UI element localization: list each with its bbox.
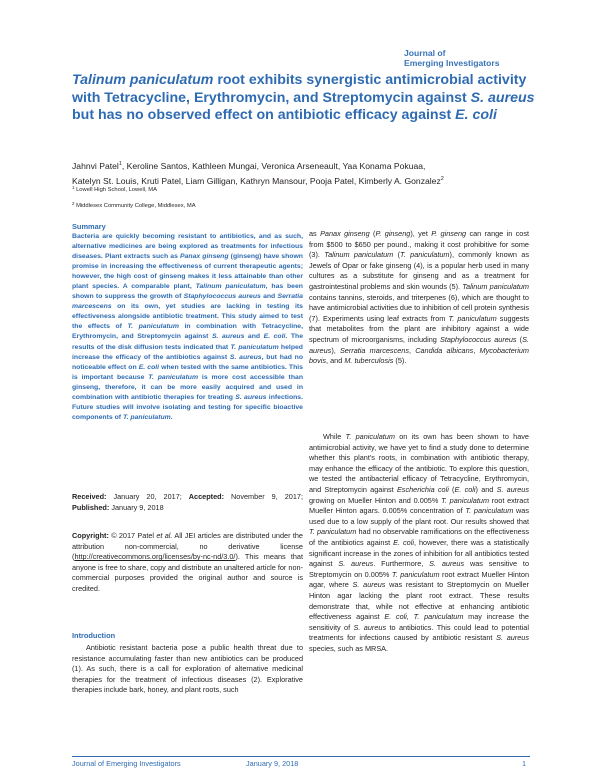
author-list — [72, 159, 542, 188]
introduction-text: Antibiotic resistant bacteria pose a public health threat due to resistance accumulating faster than new antibiotics can be produced (1). As such, there is a call for exploration of alternative medicinal therapies for the treatment of infectious diseases (2). Explorative therapies include bark, honey, and plant roots, such — [72, 643, 303, 695]
affiliation-2 — [72, 202, 196, 210]
affiliation-2-number: 2 — [72, 201, 75, 206]
published-label: Published: — [72, 502, 110, 512]
summary-text: Bacteria are quickly becoming resistant to antibiotics, and as such, alternative medicines are being explored as treatments for infectious diseases. Plant extracts such as Panax ginseng (ginseng) have shown promise in increasing the effectiveness of current therapeutic agents; however, the high cost of ginseng makes it less attainable than other plant species. A comparable plant, Talinum paniculatum, has been shown to suppress the growth of Staphylococcus aureus and Serratia marcescens on its own, yet studies are lacking in testing its effectiveness alongside antibiotic treatment. This study aimed to test the effects of T. paniculatum in combination with Tetracycline, Erythromycin, and Streptomycin against S. aureus and E. coli. The results of the disk diffusion tests indicated that T. paniculatum helped increase the efficacy of the antibiotics against S. aureus, but had no noticeable effect on E. coli when tested with the same antibiotics. This is important because T. paniculatum is more cost accessible than ginseng, therefore, it can be more easily acquired and used in combination with antibiotic therapies for treating S. aureus infections. Future studies will involve isolating and testing for specific bioactive components of T. paniculatum. — [72, 233, 304, 421]
author-first: Jahnvi Patel — [72, 161, 119, 171]
author-line-1 — [72, 159, 542, 174]
copyright-label: Copyright: — [72, 531, 109, 540]
footer-divider — [72, 756, 530, 757]
footer-journal-name: Journal of Emerging Investigators — [72, 759, 181, 768]
body-paragraph-1: as Panax ginseng (P. ginseng), yet P. ginseng can range in cost from $500 to $650 per pound., making it cost prohibitive for some (3). Talinum paniculatum (T. paniculatum), commonly known as Jewels of Opar or fake ginseng (4), is a popular herb used in many cultures as a substitute for ginseng and as a treatment for gastrointestinal problems and skin wounds (5). Talinum paniculatum contains tannins, steroids, and triterpenes (6), which are thought to have antimicrobial activities due to inhibition of cell protein synthesis (7). Experiments using leaf extracts from T. paniculatum suggests that metabolites from the plant are inhibitory against a wide spectrum of microorganisms, including Staphylococcus aureus (S. aureus), Serratia marcescens, Candida albicans, Mycobacterium bovis, and M. tuberculosis (5). — [309, 229, 530, 366]
title-text-2: but has no observed effect on antibiotic efficacy against — [72, 107, 456, 124]
article-title — [72, 72, 542, 125]
affiliation-1-number: 1 — [72, 185, 75, 190]
affiliation-1-text: Lowell High School, Lowell, MA — [74, 187, 157, 193]
title-italic-2: S. aureus — [470, 89, 535, 106]
accepted-label: Accepted: — [188, 492, 225, 501]
summary-heading: Summary — [72, 222, 106, 231]
author-sup-2: 2 — [440, 175, 444, 182]
author-sup-1: 1 — [118, 161, 122, 167]
affiliation-1 — [72, 186, 157, 194]
journal-header-line2: Emerging Investigators — [404, 58, 500, 68]
accepted-date: November 9, 2017; — [224, 492, 303, 501]
page-number: 1 — [522, 759, 527, 768]
introduction-heading: Introduction — [72, 631, 116, 640]
author-rest-1: , Keroline Santos, Kathleen Mungai, Veronica Arseneault, Yaa Konama Pokuaa, — [121, 161, 426, 171]
publication-dates — [72, 492, 303, 513]
journal-header-line1: Journal of — [404, 48, 446, 58]
received-date: January 20, 2017; — [106, 492, 189, 501]
title-text-1: root exhibits synergistic antimicrobial activity with Tetracycline, Erythromycin, and Streptomycin against — [72, 72, 527, 106]
body-paragraph-2: While T. paniculatum on its own has been shown to have antimicrobial activity, we have yet to find a study done to determine whether this plant's roots, in combination with antibiotic therapy, may enhance the efficacy of the antibiotic. To explore this question, we tested the antibacterial efficacy of Tetracycline, Erythromycin, and Streptomycin against Escherichia coli (E. coli) and S. aureus growing on Mueller Hinton and 0.005% T. paniculatum root extract Mueller Hinton agars. 0.005% concentration of T. paniculatum was used due to a low supply of the plant root. Our results showed that T. paniculatum had no observable ramifications on the effectiveness of the antibiotics against E. coli, however, there was a statistically significant increase in the zones of inhibition for all antibiotics tested against S. aureus. Furthermore, S. aureus was sensitive to Streptomycin on 0.005% T. paniculatum root extract Mueller Hinton agar, where S. aureus was resistant to Streptomycin on Mueller Hinton agar lacking the plant root extract. These results demonstrate that, while not effective at enhancing antibiotic effectiveness against E. coli, T. paniculatum may increase the sensitivity of S. aureus to antibiotics. This could lead to potential treatments for infections caused by antibiotic resistant S. aureus species, such as MRSA. — [309, 432, 530, 653]
title-italic-1: Talinum paniculatum — [72, 72, 214, 88]
title-italic-3: E. coli — [455, 107, 497, 124]
license-link[interactable]: http://creativecommons.org/licenses/by-nc-nd/3.0/ — [74, 552, 236, 562]
published-date: January 9, 2018 — [109, 502, 164, 512]
received-label: Received: — [72, 492, 107, 501]
footer-date: January 9, 2018 — [246, 759, 299, 768]
author-rest-2: Katelyn St. Louis, Kruti Patel, Liam Gilligan, Kathryn Mansour, Pooja Patel, Kimberly A. Gonzalez — [72, 175, 441, 186]
copyright-notice: Copyright: © 2017 Patel et al. All JEI articles are distributed under the attribution non-commercial, no derivative license (http://creativecommons.org/licenses/by-nc-nd/3.0/). This means that anyone is free to share, copy and distribute an unaltered article for non-commercial purposes provided the original author and source is credited. — [72, 531, 303, 593]
affiliation-2-text: Middlesex Community College, Middlesex, MA — [74, 203, 196, 209]
journal-header — [404, 48, 554, 68]
